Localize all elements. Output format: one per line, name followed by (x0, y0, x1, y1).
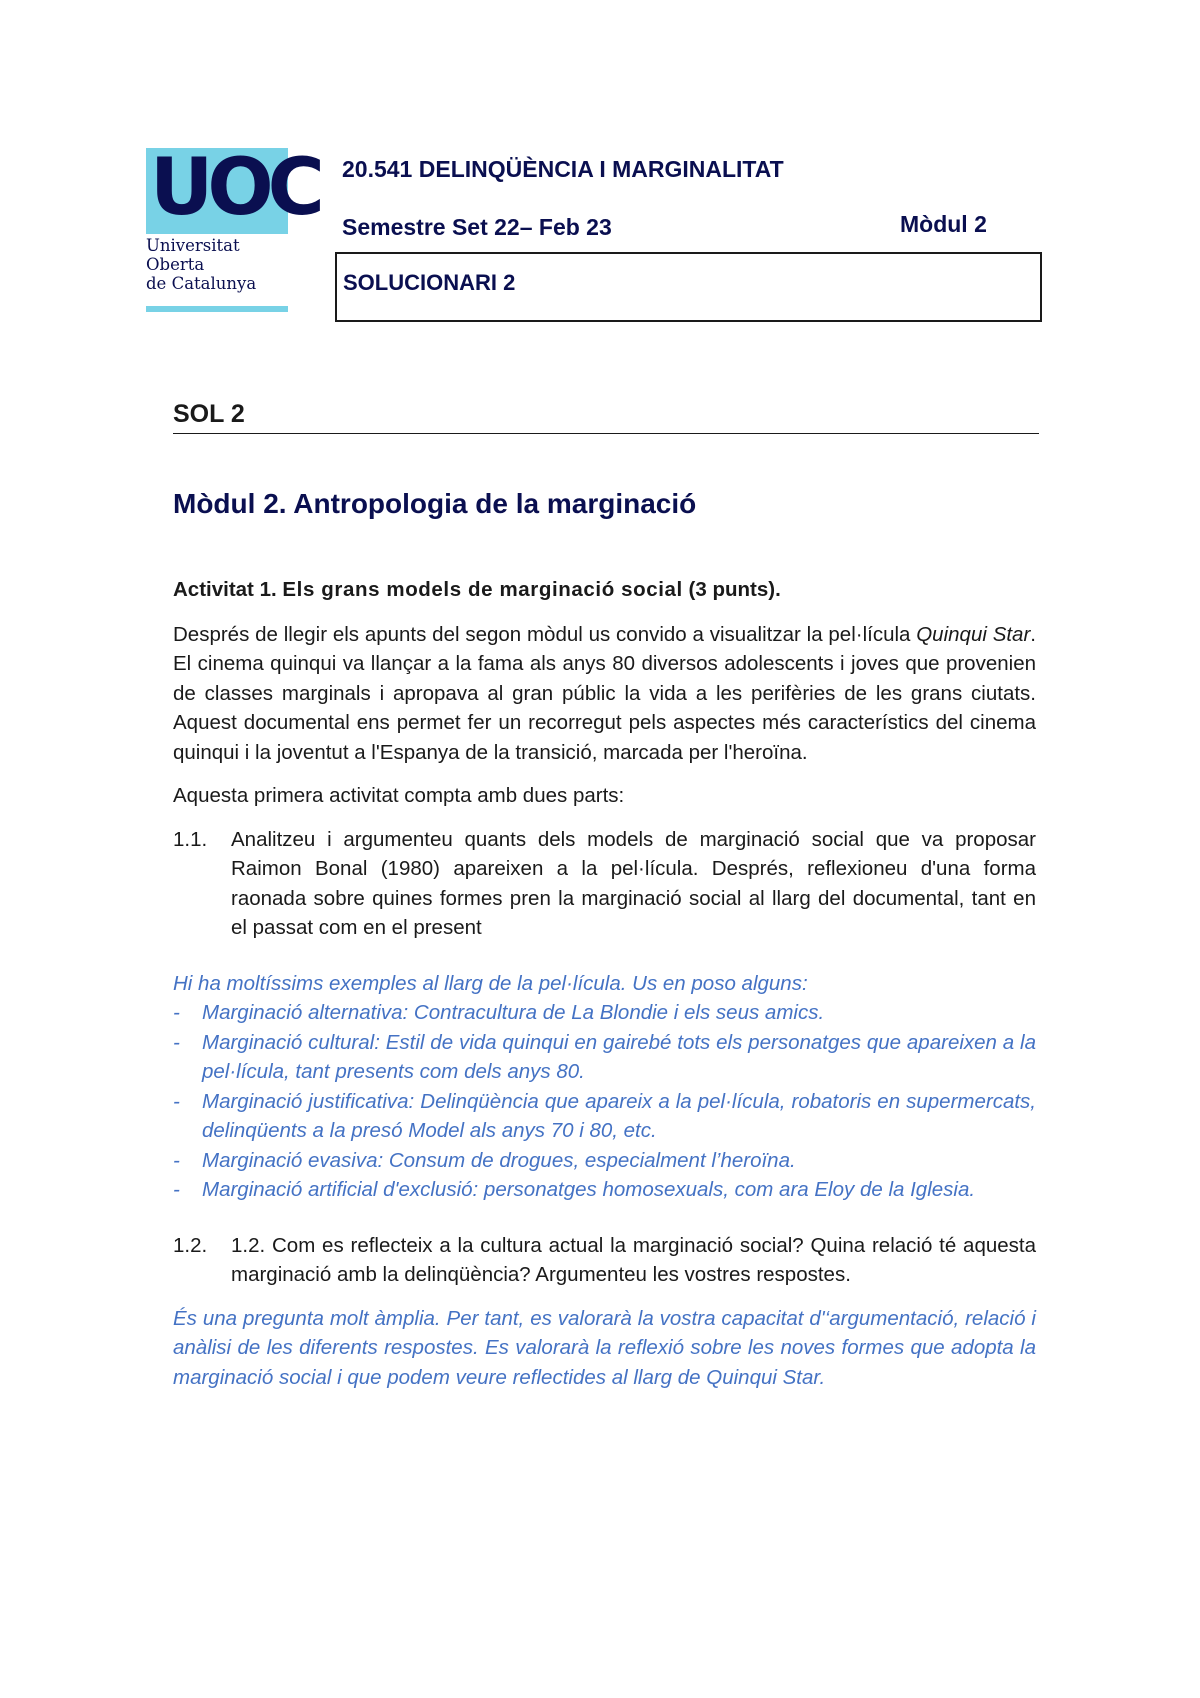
activity-title: Els grans models de marginació social (282, 578, 683, 601)
bullet-dash: - (173, 1178, 180, 1201)
module-label: Mòdul 2 (900, 211, 987, 237)
course-title: 20.541 DELINQÜÈNCIA I MARGINALITAT (342, 156, 784, 182)
film-title: Quinqui Star (916, 622, 1031, 646)
module-heading: Mòdul 2. Antropologia de la marginació (173, 488, 697, 519)
question-1-1 (173, 825, 1036, 943)
question-text: 1.2. Com es reflecteix a la cultura actual la marginació social? Quina relació té aquesta marginació amb la delinqüència? Argumenteu les vostres respostes. (231, 1233, 1036, 1286)
activity-intro (173, 620, 1036, 768)
list-item (173, 998, 1036, 1028)
bullet-dash: - (173, 1030, 180, 1054)
list-item (173, 1028, 1036, 1087)
question-1-2 (173, 1231, 1036, 1290)
logo-line-2: Oberta (146, 255, 205, 274)
solucionari-label: SOLUCIONARI 2 (343, 270, 516, 295)
question-number: 1.1. (173, 827, 208, 851)
list-item (173, 1087, 1036, 1146)
list-item-text: Marginació evasiva: Consum de drogues, especialment l’heroïna. (202, 1148, 796, 1172)
list-item (173, 1175, 1036, 1205)
list-item-text: Marginació artificial d'exclusió: personatges homosexuals, com ara Eloy de la Iglesia. (202, 1178, 976, 1201)
answer-1-2: És una pregunta molt àmplia. Per tant, es valorarà la vostra capacitat d'‘argumentació, relació i anàlisi de les diferents respostes. Es valorarà la reflexió sobre les noves formes que adopta la marginació social i que podem veure reflectides al llarg de Quinqui Star. (173, 1306, 1036, 1389)
activity-heading (173, 575, 1036, 605)
bullet-dash: - (173, 1001, 180, 1024)
sol-heading: SOL 2 (173, 400, 1039, 434)
list-item-text: Marginació justificativa: Delinqüència que apareix a la pel·lícula, robatoris en supermercats, delinqüents a la presó Model als anys 70 i 80, etc. (202, 1089, 1036, 1142)
question-text: Analitzeu i argumenteu quants dels models de marginació social que va proposar Raimon Bonal (1980) apareixen a la pel·lícula. Després, reflexioneu d'una forma raonada sobre quines formes pren la marginació social al llarg del documental, tant en el passat com en el present (231, 827, 1036, 939)
answer-1-1 (173, 969, 1036, 1205)
intro-text-b: . El cinema quinqui va llançar a la fama als anys 80 diversos adolescents i joves que provenien de classes marginals i apropava al gran públic la vida a les perifèries de les grans ciutats. Aquest documental ens permet fer un recorregut pels aspectes més característics del cinema quinqui i la joventut a l'Espanya de la transició, marcada per l'heroïna. (173, 622, 1036, 764)
answer-intro: Hi ha moltíssims exemples al llarg de la pel·lícula. Us en poso alguns: (173, 971, 808, 995)
question-number: 1.2. (173, 1233, 208, 1257)
logo-line-3: de Catalunya (146, 274, 257, 293)
activity-points: (3 punts). (688, 578, 781, 601)
logo-letters: UOC (150, 143, 319, 233)
semester-label: Semestre Set 22– Feb 23 (342, 214, 612, 240)
parts-intro: Aquesta primera activitat compta amb dues parts: (173, 784, 625, 807)
logo-wordmark (146, 236, 288, 293)
list-item-text: Marginació cultural: Estil de vida quinqui en gairebé tots els personatges que apareixen a la pel·lícula, tant presents com dels anys 80. (202, 1030, 1036, 1083)
uoc-logo (146, 143, 319, 314)
logo-line-1: Universitat (146, 236, 240, 255)
solucionari-box (335, 252, 1042, 322)
list-item-text: Marginació alternativa: Contracultura de La Blondie i els seus amics. (202, 1001, 825, 1024)
bullet-dash: - (173, 1148, 180, 1172)
list-item (173, 1146, 1036, 1176)
logo-bar (146, 306, 288, 312)
bullet-dash: - (173, 1089, 180, 1113)
logo-block (146, 143, 319, 234)
activity-number: Activitat 1. (173, 578, 277, 601)
document-body (173, 575, 1036, 1406)
intro-text-a: Després de llegir els apunts del segon mòdul us convido a visualitzar la pel·lícula (173, 622, 917, 646)
